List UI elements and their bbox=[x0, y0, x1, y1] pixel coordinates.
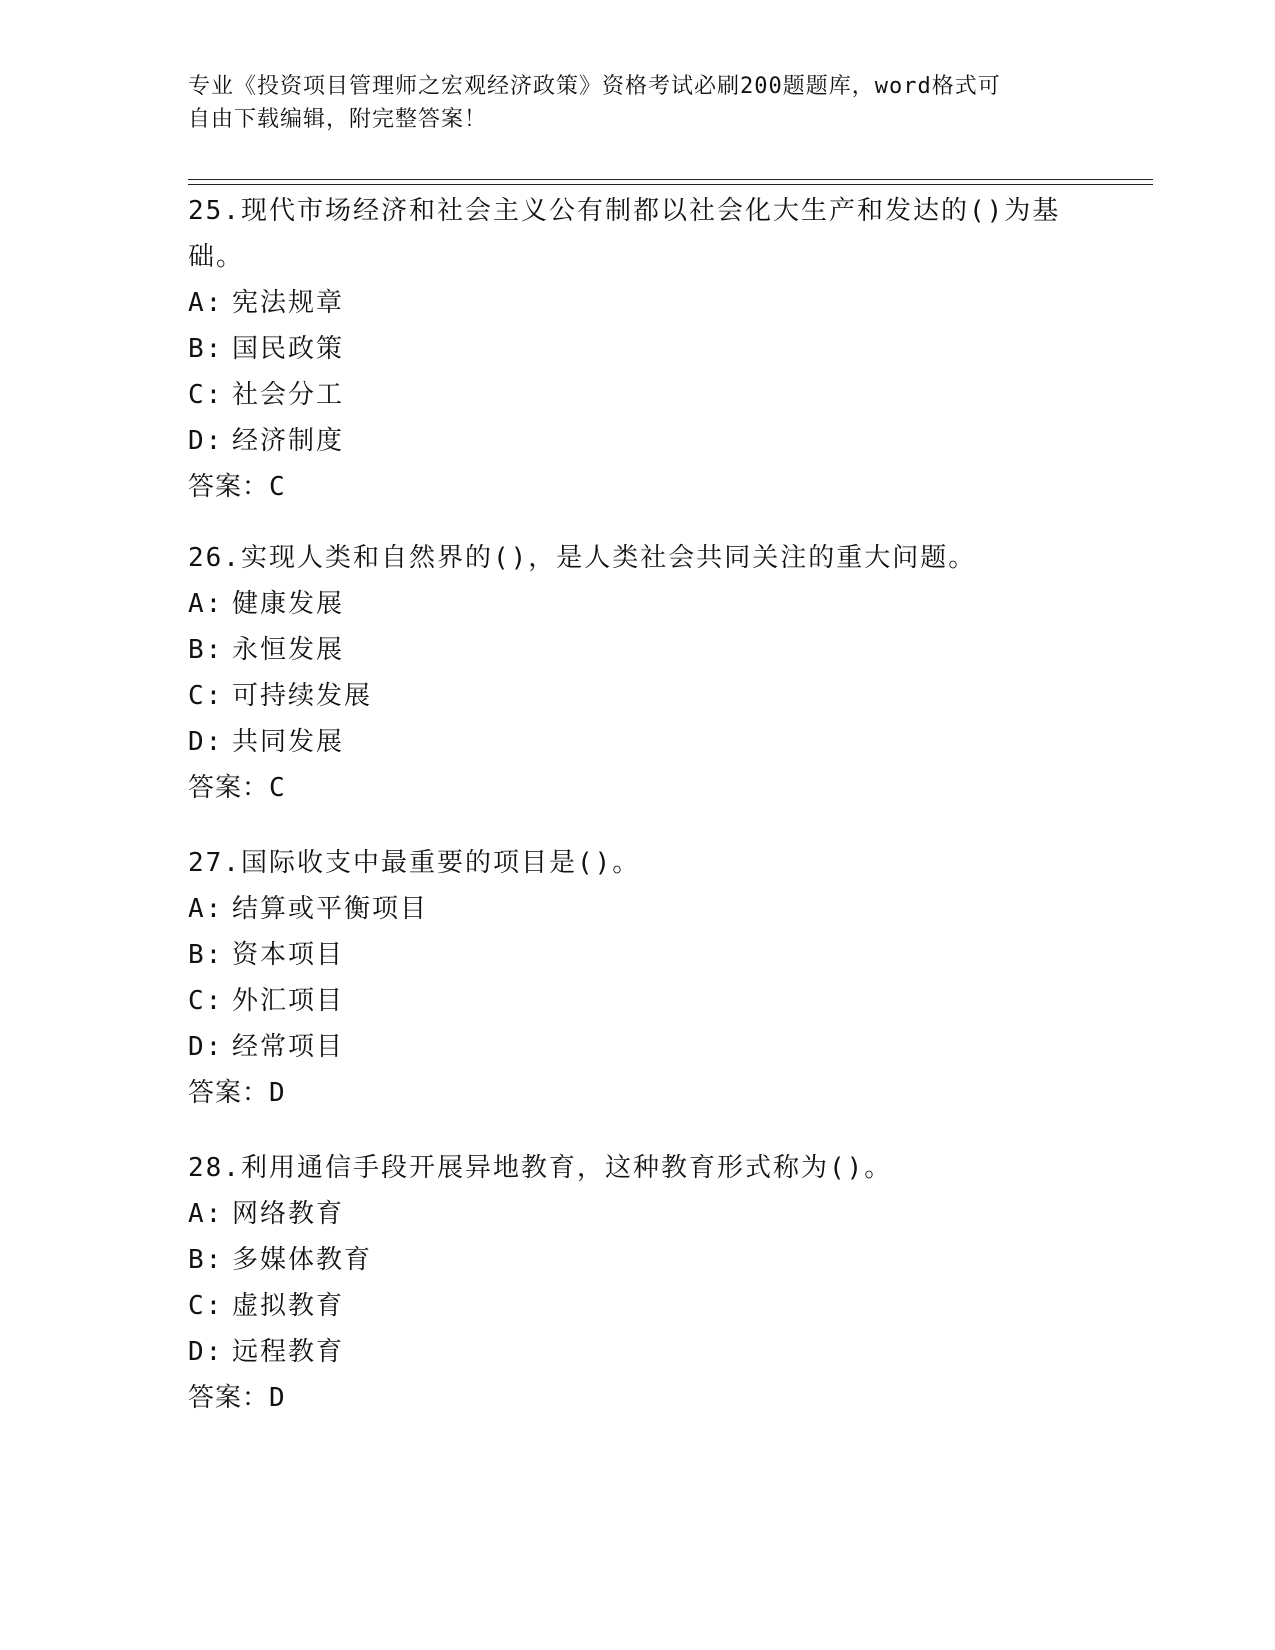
option-key: A: bbox=[188, 589, 224, 619]
question-stem-line: 础。 bbox=[188, 242, 245, 272]
option-key: D: bbox=[188, 727, 224, 757]
option-text: 虚拟教育 bbox=[232, 1291, 345, 1321]
option-text: 远程教育 bbox=[232, 1337, 345, 1367]
option-b bbox=[188, 627, 1078, 673]
option-text: 多媒体教育 bbox=[232, 1245, 373, 1275]
answer-label: 答案： bbox=[188, 472, 270, 502]
option-text: 宪法规章 bbox=[232, 288, 345, 318]
header-title-line-2: 自由下载编辑，附完整答案！ bbox=[188, 107, 488, 132]
question-25 bbox=[188, 188, 1078, 510]
option-text: 共同发展 bbox=[232, 727, 345, 757]
option-c bbox=[188, 978, 1078, 1024]
option-d bbox=[188, 1024, 1078, 1070]
question-stem bbox=[188, 840, 1078, 886]
option-b bbox=[188, 1237, 1078, 1283]
option-key: A: bbox=[188, 288, 224, 318]
option-text: 外汇项目 bbox=[232, 986, 345, 1016]
document-header bbox=[188, 70, 1068, 136]
answer-line bbox=[188, 1070, 1078, 1116]
option-key: B: bbox=[188, 940, 224, 970]
question-stem-line: 25.现代市场经济和社会主义公有制都以社会化大生产和发达的()为基 bbox=[188, 196, 1061, 226]
option-b bbox=[188, 932, 1078, 978]
answer-value: C bbox=[269, 773, 286, 803]
answer-line bbox=[188, 765, 1078, 811]
option-key: C: bbox=[188, 681, 224, 711]
option-key: D: bbox=[188, 1032, 224, 1062]
option-text: 资本项目 bbox=[232, 940, 345, 970]
question-stem-line: 26.实现人类和自然界的()，是人类社会共同关注的重大问题。 bbox=[188, 543, 977, 573]
header-divider-bottom bbox=[188, 184, 1153, 185]
option-key: D: bbox=[188, 426, 224, 456]
answer-line bbox=[188, 464, 1078, 510]
question-26 bbox=[188, 535, 1078, 811]
option-key: B: bbox=[188, 1245, 224, 1275]
header-title-line-1: 专业《投资项目管理师之宏观经济政策》资格考试必刷200题题库，word格式可 bbox=[188, 74, 1001, 99]
option-text: 永恒发展 bbox=[232, 635, 345, 665]
option-text: 结算或平衡项目 bbox=[232, 894, 429, 924]
answer-label: 答案： bbox=[188, 1078, 270, 1108]
option-key: B: bbox=[188, 334, 224, 364]
option-text: 网络教育 bbox=[232, 1199, 345, 1229]
option-d bbox=[188, 719, 1078, 765]
question-27 bbox=[188, 840, 1078, 1116]
question-stem bbox=[188, 535, 1078, 581]
option-key: B: bbox=[188, 635, 224, 665]
option-a bbox=[188, 1191, 1078, 1237]
option-key: C: bbox=[188, 1291, 224, 1321]
option-key: A: bbox=[188, 1199, 224, 1229]
option-c bbox=[188, 673, 1078, 719]
option-a bbox=[188, 581, 1078, 627]
header-divider-top bbox=[188, 179, 1153, 180]
option-key: D: bbox=[188, 1337, 224, 1367]
question-stem bbox=[188, 188, 1078, 280]
option-b bbox=[188, 326, 1078, 372]
option-c bbox=[188, 372, 1078, 418]
option-key: C: bbox=[188, 380, 224, 410]
option-text: 社会分工 bbox=[232, 380, 345, 410]
option-a bbox=[188, 886, 1078, 932]
question-28 bbox=[188, 1145, 1078, 1421]
option-a bbox=[188, 280, 1078, 326]
option-c bbox=[188, 1283, 1078, 1329]
option-text: 国民政策 bbox=[232, 334, 345, 364]
answer-value: C bbox=[269, 472, 286, 502]
answer-label: 答案： bbox=[188, 773, 270, 803]
question-stem-line: 28.利用通信手段开展异地教育，这种教育形式称为()。 bbox=[188, 1153, 893, 1183]
option-text: 经常项目 bbox=[232, 1032, 345, 1062]
option-key: A: bbox=[188, 894, 224, 924]
option-d bbox=[188, 1329, 1078, 1375]
option-text: 健康发展 bbox=[232, 589, 345, 619]
answer-value: D bbox=[269, 1383, 286, 1413]
option-key: C: bbox=[188, 986, 224, 1016]
option-text: 经济制度 bbox=[232, 426, 345, 456]
option-d bbox=[188, 418, 1078, 464]
option-text: 可持续发展 bbox=[232, 681, 373, 711]
answer-line bbox=[188, 1375, 1078, 1421]
answer-value: D bbox=[269, 1078, 286, 1108]
answer-label: 答案： bbox=[188, 1383, 270, 1413]
question-stem bbox=[188, 1145, 1078, 1191]
question-stem-line: 27.国际收支中最重要的项目是()。 bbox=[188, 848, 641, 878]
